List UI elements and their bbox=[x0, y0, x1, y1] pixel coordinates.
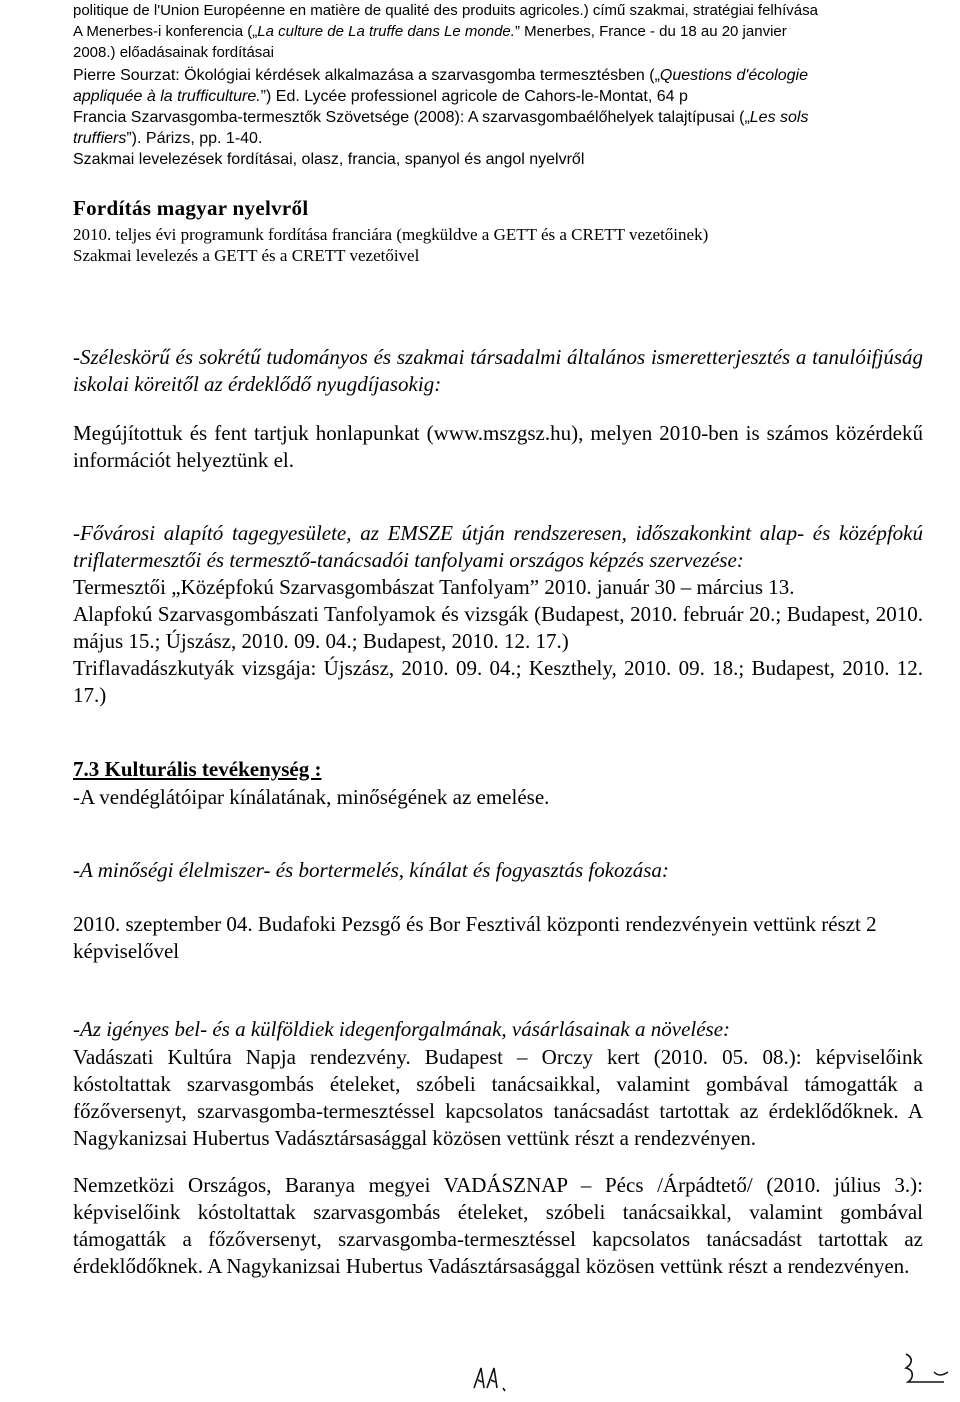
top-references bbox=[73, 0, 923, 170]
section-kepzes-title: -Fővárosi alapító tagegyesülete, az EMSZE útján rendszeresen, időszakonkint alap- és középfokú triflatermesztői és termesztő-tanácsadói tanfolyami országos képzés szervezése: bbox=[73, 521, 923, 572]
section-kepzes-p2: Alapfokú Szarvasgombászati Tanfolyamok és vizsgák (Budapest, 2010. február 20.; Budapest, 2010. május 15.; Újszász, 2010. 09. 04.; Budapest, 2010. 12. 17.) bbox=[73, 602, 923, 653]
section-ismeretterjesztes-body: Megújítottuk és fent tartjuk honlapunkat (www.mszgsz.hu), melyen 2010-ben is számos közérdekű információt helyeztünk el. bbox=[73, 421, 923, 472]
top-line-7: truffiers”). Párizs, pp. 1-40. bbox=[73, 130, 263, 147]
top-line-1: politique de l'Union Européenne en matière de qualité des produits agricoles.) című szakmai, stratégiai felhívása bbox=[73, 2, 818, 19]
forditas-line-2: Szakmai levelezés a GETT és a CRETT vezetőivel bbox=[73, 246, 420, 265]
section-idegenforgalom-p2: Nemzetközi Országos, Baranya megyei VADÁSZNAP – Pécs /Árpádtető/ (2010. július 3.): képviselőink kóstoltattak szarvasgombás ételeket, szóbeli tanácsaikkal, valamint gombával támogatták a főzőversenyt, szarvasgomba-termesztéssel kapcsolatos tanácsadást tartottak az érdeklődőknek. A Nagykanizsai Hubertus Vadásztársasággal közösen vettünk részt a rendezvényen. bbox=[73, 1173, 923, 1278]
section-ismeretterjesztes-title: -Széleskörű és sokrétű tudományos és szakmai társadalmi általános ismeretterjesztés a tanulóifjúság iskolai köreitől az érdeklődő nyugdíjasokig: bbox=[73, 345, 923, 396]
top-line-6: Francia Szarvasgomba-termesztők Szövetsége (2008): A szarvasgombaélőhelyek talajtípusai („Les sols bbox=[73, 109, 809, 126]
section-kepzes-p3: Triflavadászkutyák vizsgája: Újszász, 2010. 09. 04.; Keszthely, 2010. 09. 18.; Budapest, 2010. 12. 17.) bbox=[73, 656, 923, 707]
forditas-body bbox=[73, 224, 923, 266]
forditas-heading: Fordítás magyar nyelvről bbox=[73, 196, 309, 220]
top-line-2: A Menerbes-i konferencia („La culture de La truffe dans Le monde.” Menerbes, France - du 18 au 20 janvier bbox=[73, 23, 787, 40]
signature-mark bbox=[900, 1350, 952, 1386]
section-idegenforgalom-title: -Az igényes bel- és a külföldiek idegenforgalmának, vásárlásainak a növelése: bbox=[73, 1017, 731, 1041]
section-vendeglatas: -A vendéglátóipar kínálatának, minőségének az emelése. bbox=[73, 785, 550, 809]
signature bbox=[900, 1350, 952, 1391]
section-idegenforgalom-p1: Vadászati Kultúra Napja rendezvény. Budapest – Orczy kert (2010. 05. 08.): képviselőink kóstoltattak szarvasgombás ételeket, szóbeli tanácsaikkal, valamint gombával támogatták a főzőversenyt, szarvasgomba-termesztéssel kapcsolatos tanácsadást tartottak az érdeklődőknek. A Nagykanizsai Hubertus Vadásztársasággal közösen vettünk részt a rendezvényen. bbox=[73, 1045, 923, 1150]
top-line-8: Szakmai levelezések fordításai, olasz, francia, spanyol és angol nyelvről bbox=[73, 151, 585, 168]
section-heading-7-3: 7.3 Kulturális tevékenység : bbox=[73, 757, 322, 781]
top-line-3: 2008.) előadásainak fordításai bbox=[73, 44, 274, 61]
top-line-4: Pierre Sourzat: Ökológiai kérdések alkalmazása a szarvasgomba termesztésben („Questions d'écologie bbox=[73, 67, 808, 84]
top-line-5: appliquée à la trufficulture.”) Ed. Lycée professionel agricole de Cahors-le-Montat, 64 p bbox=[73, 88, 688, 105]
section-kepzes-p1: Termesztői „Középfokú Szarvasgombászat Tanfolyam” 2010. január 30 – március 13. bbox=[73, 575, 795, 599]
section-elelmiszer-body: 2010. szeptember 04. Budafoki Pezsgő és Bor Fesztivál központi rendezvényein vettünk részt 2 képviselővel bbox=[73, 912, 877, 963]
section-elelmiszer-title: -A minőségi élelmiszer- és bortermelés, kínálat és fogyasztás fokozása: bbox=[73, 858, 669, 882]
forditas-line-1: 2010. teljes évi programunk fordítása franciára (megküldve a GETT és a CRETT vezetőinek) bbox=[73, 225, 709, 244]
page-number bbox=[470, 1362, 520, 1398]
page-number-handwriting bbox=[470, 1362, 520, 1392]
